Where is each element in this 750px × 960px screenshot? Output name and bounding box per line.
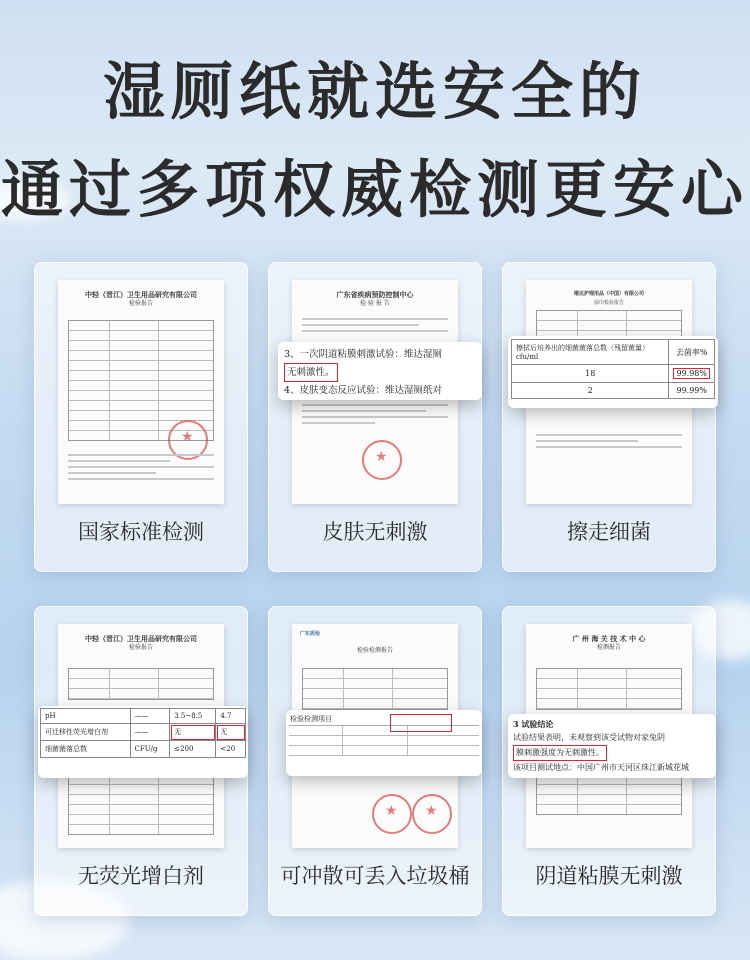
red-seal <box>412 794 452 834</box>
report-document <box>58 280 224 504</box>
card-skin-no-irritation <box>268 262 482 572</box>
table-cell: 18 <box>512 365 669 383</box>
card-caption: 可冲散可丢入垃圾桶 <box>280 864 470 888</box>
fluorescent-table <box>40 708 246 758</box>
report-org: 维达护理用品（中国）有限公司 <box>573 291 644 297</box>
table-cell: 细菌菌落总数 <box>41 741 131 758</box>
report-title: 湿巾检验报告 <box>593 300 624 306</box>
zoom-table-header: 检验检测项目 <box>289 713 479 726</box>
report-table <box>302 668 448 710</box>
report-title: 检测报告 <box>596 644 621 651</box>
table-header: 去菌率% <box>669 340 715 365</box>
table-cell: 无 <box>170 724 216 741</box>
card-caption: 阴道粘膜无刺激 <box>535 864 683 888</box>
table-cell: <20 <box>216 741 246 758</box>
headline-line-1: 湿厕纸就选安全的 <box>102 55 647 128</box>
report-title: 检验报告 <box>128 300 153 307</box>
highlight-box: 无刺激性。 <box>284 363 338 382</box>
card-flushable <box>268 606 482 916</box>
highlight-box <box>390 714 452 732</box>
report-org: 广 州 海 关 技 术 中 心 <box>572 634 646 643</box>
headline-line-2: 通过多项权威检测更安心 <box>0 153 749 226</box>
report-title: 检 验 报 告 <box>360 300 390 307</box>
report-org: 中轻（晋江）卫生用品研究有限公司 <box>85 634 197 643</box>
table-cell: pH <box>41 709 131 724</box>
report-table <box>536 774 682 815</box>
zoom-callout <box>508 336 718 408</box>
card-caption: 无荧光增白剂 <box>78 864 204 888</box>
zoom-callout <box>286 710 482 776</box>
red-seal <box>372 794 412 834</box>
table-cell: —— <box>130 709 170 724</box>
zoom-callout <box>278 342 482 400</box>
table-cell: 无 <box>216 724 246 741</box>
highlight-box: 99.98% <box>673 368 710 379</box>
zoom-text-line: 该项目测试地点：中国广州市天河区珠江新城花城 <box>513 763 689 772</box>
table-cell: 3.5~8.5 <box>170 709 216 724</box>
table-cell: ≤200 <box>170 741 216 758</box>
report-title: 检验报告 <box>128 644 153 651</box>
report-table <box>536 668 682 710</box>
bacteria-table <box>511 339 715 399</box>
card-no-fluorescent-agent <box>34 606 248 916</box>
table-header: 擦拭后培养出的细菌菌落总数（残留菌量）cfu/ml <box>512 340 669 365</box>
red-seal <box>362 440 402 480</box>
table-cell: —— <box>130 724 170 741</box>
table-cell: 可迁移性荧光增白剂 <box>41 724 131 741</box>
card-national-standard <box>34 262 248 572</box>
table-cell: 99.99% <box>669 383 715 399</box>
zoom-text-line: 3、一次阴道粘膜刺激试验：维达湿厕 <box>284 349 443 360</box>
table-cell: 2 <box>512 383 669 399</box>
report-org: 广东省疾病预防控制中心 <box>336 290 414 299</box>
table-cell: 4.7 <box>216 709 246 724</box>
card-vaginal-no-irritation <box>502 606 716 916</box>
report-org: 广东质检 <box>300 631 321 637</box>
table-cell: CFU/g <box>130 741 170 758</box>
report-org: 中轻（晋江）卫生用品研究有限公司 <box>85 290 197 299</box>
zoom-callout <box>508 714 716 778</box>
report-title: 检验检测报告 <box>356 647 393 654</box>
zoom-text-line: 试验结果表明，未观察到该受试物对家兔阴 <box>513 733 665 742</box>
zoom-callout <box>38 706 248 778</box>
zoom-title: 3 试验结论 <box>513 719 554 729</box>
highlight-box: 膜刺激强度为无刺激性。 <box>513 745 607 761</box>
card-caption: 国家标准检测 <box>78 520 204 544</box>
report-table <box>68 668 214 700</box>
card-remove-bacteria <box>502 262 716 572</box>
card-caption: 皮肤无刺激 <box>322 520 428 544</box>
card-caption: 擦走细菌 <box>567 520 651 544</box>
zoom-text-line: 4、皮肤变态反应试验：维达湿厕纸对 <box>284 385 443 396</box>
